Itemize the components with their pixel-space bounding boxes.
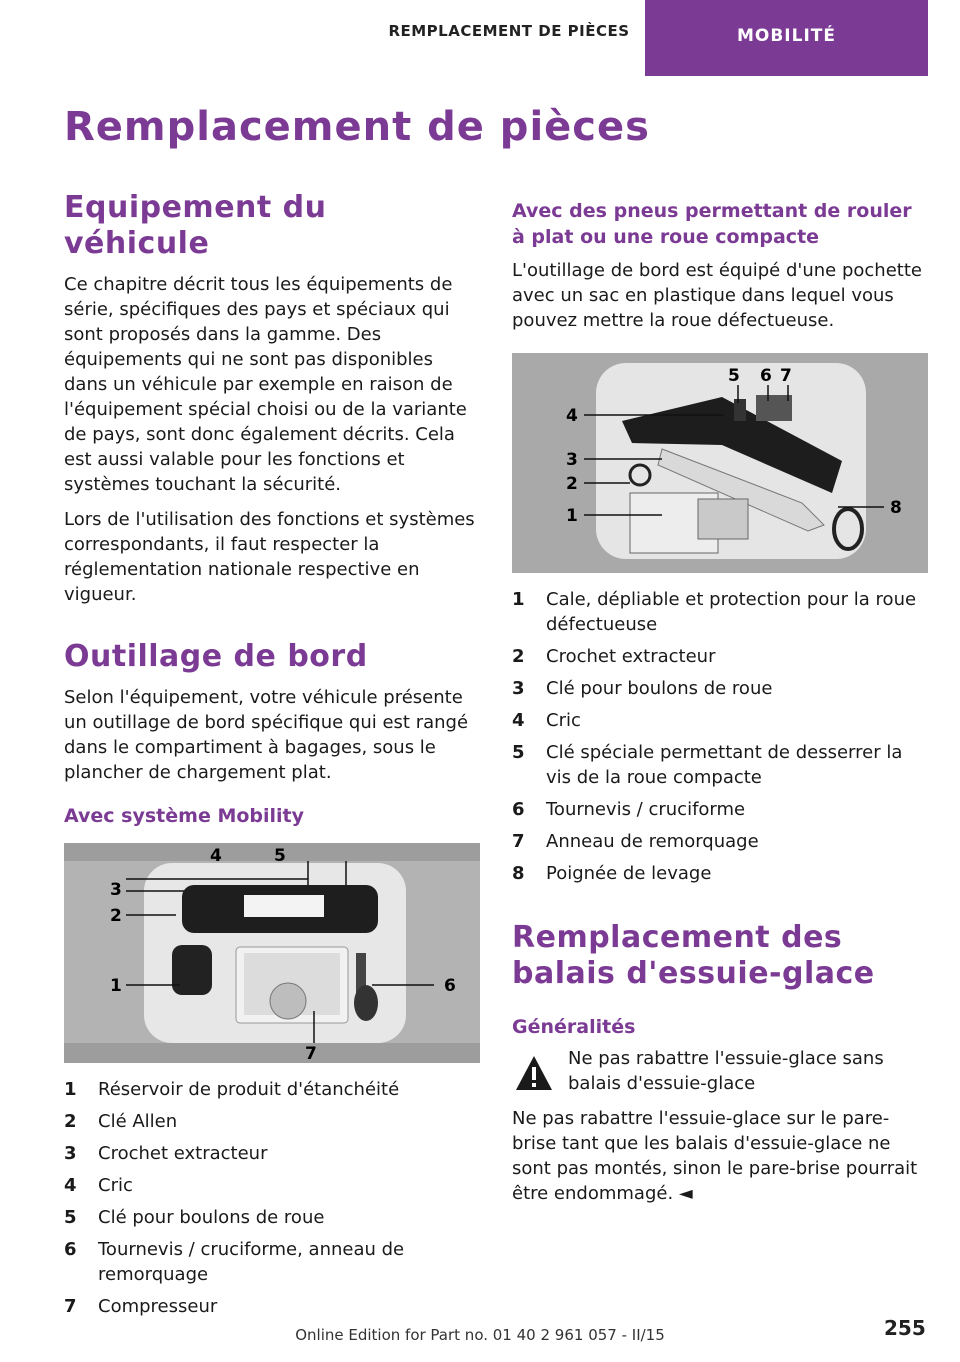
mobility-label-7: 7 [305, 1044, 317, 1063]
runflat-heading: Avec des pneus permettant de rouler à plat ou une roue compacte [512, 200, 912, 248]
toolkit-section [64, 639, 480, 1319]
list-item: 6 Tournevis / cruciforme [512, 799, 746, 820]
toolkit-paragraph: Selon l'équipement, votre véhicule présente un outillage de bord spécifique qui est rangé dans le compartiment à bagages, sous le plancher de chargement plat. [64, 687, 469, 783]
equipment-paragraph-2: Lors de l'utilisation des fonctions et systèmes correspondants, il faut respecter la réglementation nationale respective en vigueur. [64, 509, 475, 605]
mobility-heading: Avec système Mobility [64, 805, 305, 827]
mobility-label-1: 1 [110, 976, 122, 996]
page-title: Remplacement de pièces [64, 104, 650, 150]
list-item: 8 Poignée de levage [512, 863, 712, 884]
mobility-toolkit-illustration [64, 843, 480, 1063]
runflat-toolkit-illustration [512, 353, 928, 573]
mobility-label-6: 6 [444, 976, 456, 996]
runflat-paragraph: L'outillage de bord est équipé d'une pochette avec un sac en plastique dans lequel vous pouvez mettre la roue défectueuse. [512, 260, 922, 331]
runflat-toolkit-photo [512, 353, 928, 573]
list-item: 6 Tournevis / cruciforme, anneau de remorquage [64, 1239, 405, 1285]
list-item: 3 Crochet extracteur [64, 1143, 268, 1164]
runflat-label-6: 6 [760, 366, 772, 386]
list-item: 1 Réservoir de produit d'étanchéité [64, 1079, 400, 1100]
list-item: 4 Cric [512, 710, 581, 731]
list-item: 2 Crochet extracteur [512, 646, 716, 667]
left-column [64, 190, 480, 1326]
list-item: 1 Cale, dépliable et protection pour la roue défectueuse [512, 589, 917, 635]
warning-triangle-icon [514, 1054, 554, 1092]
equipment-heading: Equipement du véhicule [64, 190, 327, 261]
runflat-legend [512, 587, 928, 886]
list-item: 2 Clé Allen [64, 1111, 178, 1132]
runflat-section [512, 198, 928, 886]
list-item: 5 Clé spéciale permettant de desserrer la vis de la roue compacte [512, 742, 903, 788]
list-item: 5 Clé pour boulons de roue [64, 1207, 325, 1228]
chapter-tab[interactable]: MOBILITÉ [645, 0, 928, 76]
right-column [512, 198, 928, 1216]
header-section-title: REMPLACEMENT DE PIÈCES [388, 22, 630, 40]
warning-text: Ne pas rabattre l'essuie-glace sans balais d'essuie-glace [568, 1048, 884, 1094]
list-item: 7 Anneau de remorquage [512, 831, 759, 852]
runflat-label-1: 1 [566, 506, 578, 526]
mobility-legend [64, 1077, 480, 1319]
runflat-label-4: 4 [566, 406, 578, 426]
page-number: 255 [884, 1316, 926, 1340]
mobility-label-5: 5 [274, 846, 286, 866]
runflat-label-7: 7 [780, 366, 792, 386]
runflat-label-2: 2 [566, 474, 578, 494]
list-item: 4 Cric [64, 1175, 133, 1196]
runflat-label-5: 5 [728, 366, 740, 386]
toolkit-heading: Outillage de bord [64, 639, 368, 674]
list-item: 3 Clé pour boulons de roue [512, 678, 773, 699]
equipment-paragraph-1: Ce chapitre décrit tous les équipements de série, spécifiques des pays et spéciaux qui sont proposés dans la gamme. Des équipements qui ne sont pas disponibles dans un véhicule par exemple en raison de l'équipement spécial choisi ou de la variante de pays, sont donc également décrits. Cela est aussi valable pour les fonctions et systèmes touchant la sécurité. [64, 274, 467, 495]
wiper-section [512, 920, 928, 1206]
wiper-heading: Remplacement des balais d'essuie-glace [512, 920, 875, 991]
warning-note [512, 1046, 928, 1096]
runflat-label-8: 8 [890, 498, 902, 518]
wiper-subheading: Généralités [512, 1016, 636, 1038]
mobility-toolkit-photo [64, 843, 480, 1063]
mobility-label-3: 3 [110, 880, 122, 900]
equipment-section [64, 190, 480, 607]
list-item: 7 Compresseur [64, 1296, 218, 1317]
mobility-label-2: 2 [110, 906, 122, 926]
runflat-label-3: 3 [566, 450, 578, 470]
mobility-label-4: 4 [210, 846, 222, 866]
wiper-paragraph: Ne pas rabattre l'essuie-glace sur le pare-brise tant que les balais d'essuie-glace ne sont pas montés, sinon le pare-brise pourrait être endommagé. ◄ [512, 1108, 918, 1204]
footer-edition: Online Edition for Part no. 01 40 2 961 057 - II/15 [295, 1326, 665, 1344]
